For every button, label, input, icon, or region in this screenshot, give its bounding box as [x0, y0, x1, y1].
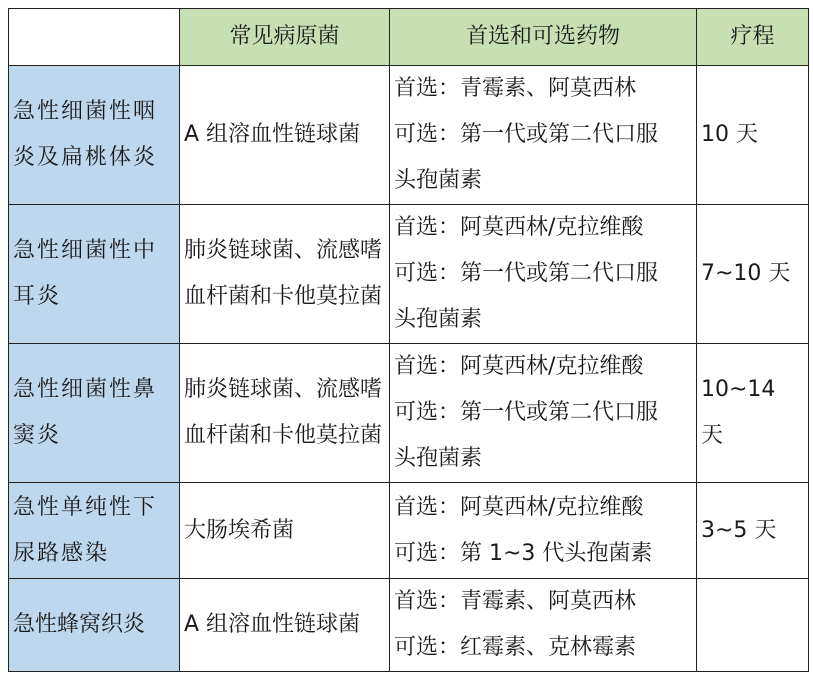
- table-row: [9, 483, 809, 579]
- condition-cell: [9, 344, 180, 483]
- condition-label: 急性细菌性中耳炎: [13, 238, 158, 309]
- drug-line: 头孢菌素: [394, 446, 483, 471]
- pathogen-label: 肺炎链球菌、流感嗜血杆菌和卡他莫拉菌: [184, 238, 383, 309]
- pathogen-label: A 组溶血性链球菌: [184, 122, 361, 147]
- drug-line: 首选：阿莫西林/克拉维酸: [394, 215, 644, 240]
- antibiotic-table: [8, 8, 809, 672]
- course-cell: [697, 579, 809, 672]
- table-row: [9, 579, 809, 672]
- condition-cell: [9, 66, 180, 205]
- header-corner-cell: [9, 9, 180, 66]
- course-cell: 7~10 天: [697, 205, 809, 344]
- header-drugs: 首选和可选药物: [390, 9, 697, 66]
- header-pathogen: 常见病原菌: [180, 9, 390, 66]
- table-row: [9, 344, 809, 483]
- drug-line: 首选：青霉素、阿莫西林: [394, 589, 637, 614]
- condition-cell: [9, 579, 180, 672]
- drug-line: 首选：青霉素、阿莫西林: [394, 76, 637, 101]
- drug-line: 头孢菌素: [394, 307, 483, 332]
- condition-label: 急性细菌性鼻窦炎: [13, 377, 158, 448]
- condition-cell: [9, 205, 180, 344]
- drugs-cell: [390, 344, 697, 483]
- drug-line: 首选：阿莫西林/克拉维酸: [394, 494, 644, 520]
- course-cell: 10 天: [697, 66, 809, 205]
- pathogen-cell: [180, 579, 390, 672]
- drug-line: 可选：红霉素、克林霉素: [394, 635, 637, 660]
- drug-line: 可选：第一代或第二代口服: [394, 261, 659, 286]
- condition-cell: [9, 483, 180, 579]
- table-row: [9, 66, 809, 205]
- pathogen-cell: [180, 483, 390, 579]
- drugs-cell: [390, 205, 697, 344]
- condition-label: 急性蜂窝织炎: [13, 612, 146, 637]
- header-row: [9, 9, 809, 66]
- pathogen-label: A 组溶血性链球菌: [184, 612, 361, 637]
- drug-line: 可选：第 1~3 代头孢菌素: [394, 540, 653, 566]
- pathogen-cell: [180, 205, 390, 344]
- drugs-cell: [390, 66, 697, 205]
- pathogen-cell: [180, 344, 390, 483]
- course-cell: 10~14 天: [697, 344, 809, 483]
- course-cell: 3~5 天: [697, 483, 809, 579]
- drugs-cell: [390, 483, 697, 579]
- table-row: [9, 205, 809, 344]
- drugs-cell: [390, 579, 697, 672]
- condition-label: 急性细菌性咽炎及扁桃体炎: [13, 99, 158, 170]
- header-course: 疗程: [697, 9, 809, 66]
- pathogen-cell: [180, 66, 390, 205]
- drug-line: 首选：阿莫西林/克拉维酸: [394, 354, 644, 379]
- drug-line: 可选：第一代或第二代口服: [394, 122, 659, 147]
- pathogen-label: 肺炎链球菌、流感嗜血杆菌和卡他莫拉菌: [184, 377, 383, 448]
- pathogen-label: 大肠埃希菌: [184, 517, 295, 543]
- drug-line: 头孢菌素: [394, 168, 483, 193]
- drug-line: 可选：第一代或第二代口服: [394, 400, 659, 425]
- condition-label: 急性单纯性下尿路感染: [13, 494, 158, 566]
